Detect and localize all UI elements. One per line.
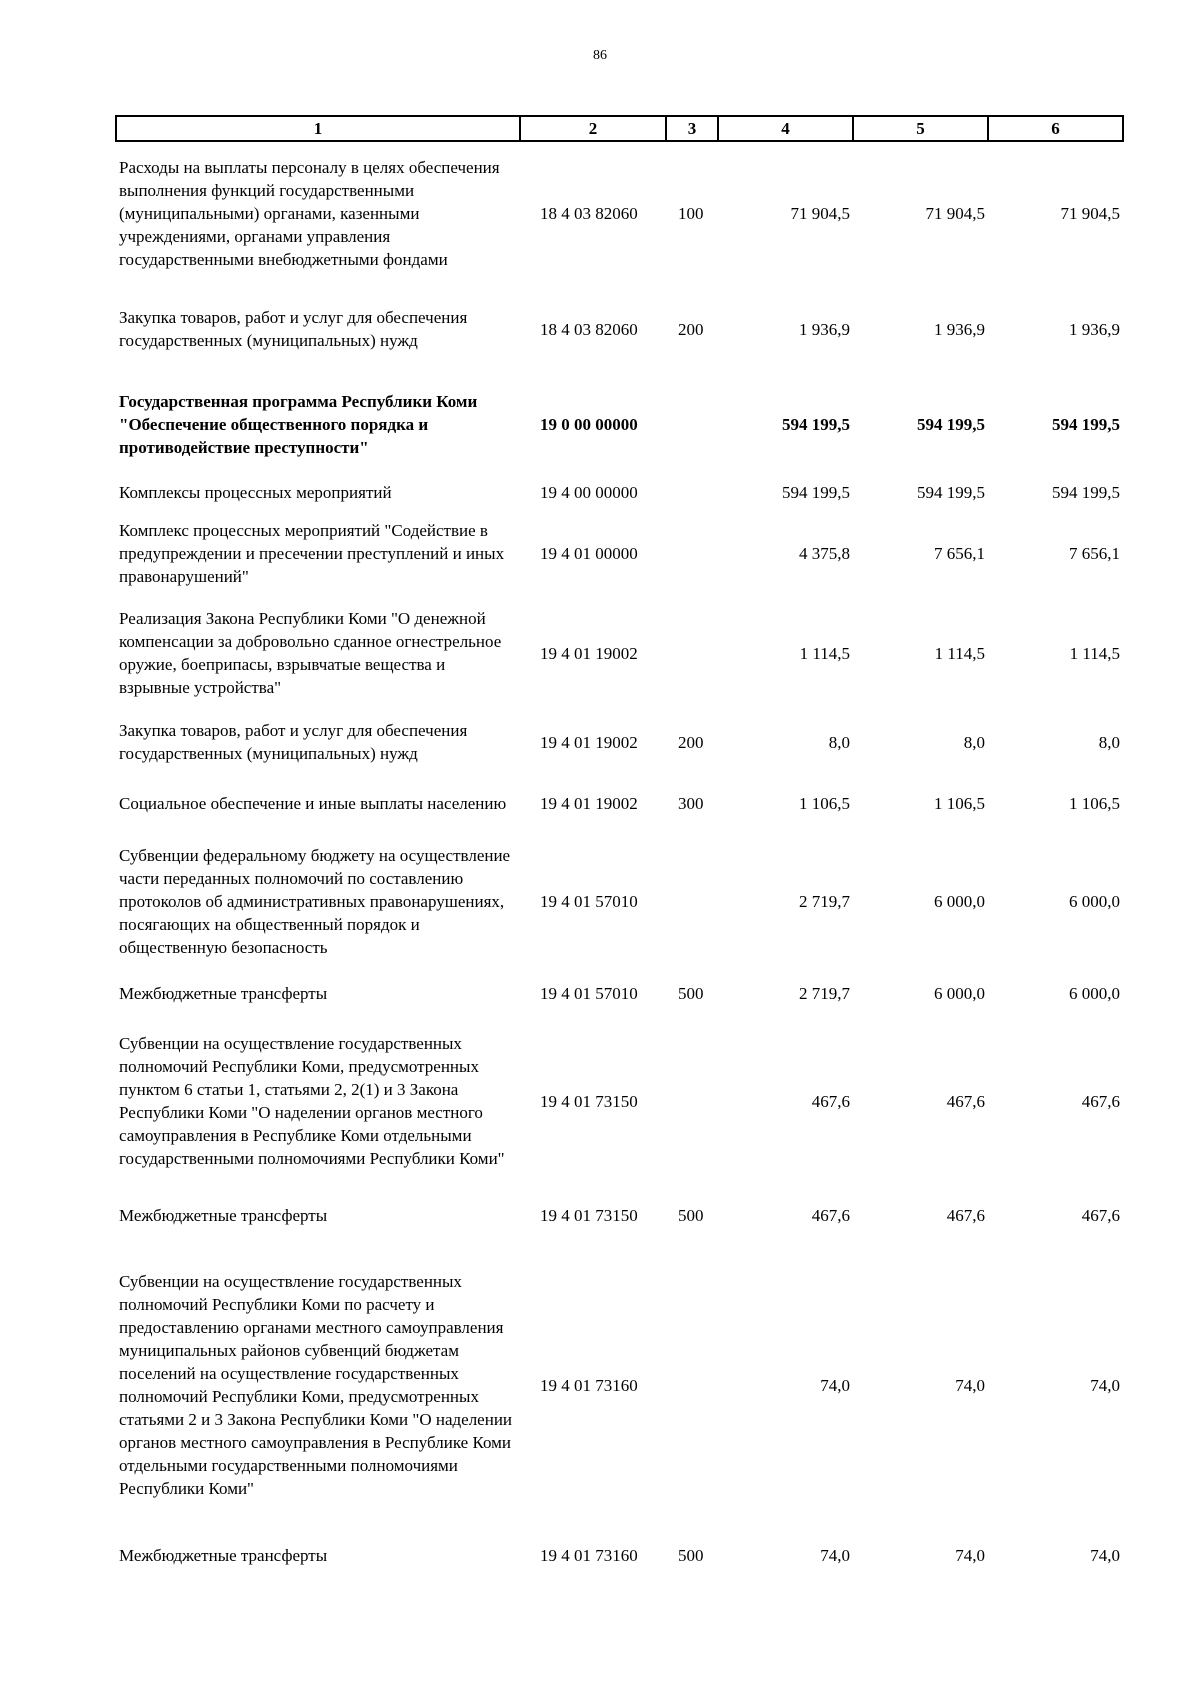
table-row [116,141,1123,285]
row-value-col6: 71 904,5 [1060,204,1120,223]
row-name: Субвенции федеральному бюджету на осуществление части переданных полномочий по составлению протоколов об административных правонарушениях, посягающих на общественный порядок и общественную безопасность [119,845,511,957]
row-value-col5: 8,0 [963,732,985,752]
row-name: Межбюджетные трансферты [119,1545,328,1565]
table-row [116,831,1123,971]
row-target-code: 18 4 03 82060 [540,204,638,223]
row-expense-type: 500 [678,1205,704,1225]
table-row [116,775,1123,831]
row-name: Межбюджетные трансферты [119,1205,328,1225]
row-value-col6: 467,6 [1081,1205,1120,1225]
table-row [116,1243,1123,1527]
row-name: Государственная программа Республики Коми "Обеспечение общественного порядка и противодействие преступности" [119,391,478,457]
row-expense-type [666,373,718,475]
table-row [116,509,1123,597]
row-value-col5: 1 114,5 [934,643,985,663]
table-header [116,116,1123,141]
header-col-4: 4 [718,116,853,141]
row-value-col6: 594 199,5 [1052,414,1120,434]
row-value-col5: 74,0 [955,1545,985,1565]
row-name: Реализация Закона Республики Коми "О денежной компенсации за добровольно сданное огнестрельное оружие, боеприпасы, взрывчатые вещества и взрывные устройства" [119,609,502,697]
row-expense-type: 500 [678,1545,704,1565]
row-value-col6: 1 106,5 [1069,793,1120,813]
row-target-code: 19 4 01 73160 [540,1545,638,1565]
table-body [116,141,1123,1583]
row-expense-type: 100 [678,204,704,223]
header-col-2: 2 [520,116,666,141]
table-row [116,475,1123,509]
row-name: Закупка товаров, работ и услуг для обеспечения государственных (муниципальных) нужд [119,308,468,350]
row-value-col5: 594 199,5 [917,414,985,434]
row-target-code: 19 4 00 00000 [540,482,638,502]
row-value-col5: 1 106,5 [934,793,985,813]
row-name: Комплекс процессных мероприятий "Содействие в предупреждении и пресечении преступлений и иных правонарушений" [119,520,505,586]
row-target-code: 19 4 01 19002 [540,793,638,813]
row-value-col6: 1 114,5 [1069,643,1120,663]
row-value-col5: 6 000,0 [934,983,985,1003]
row-value-col6: 1 936,9 [1069,319,1120,339]
row-expense-type: 300 [678,793,704,813]
row-value-col5: 7 656,1 [934,543,985,563]
row-name: Социальное обеспечение и иные выплаты населению [119,793,507,813]
budget-table [115,115,1124,1583]
row-value-col4: 467,6 [811,1091,850,1111]
row-value-col4: 1 114,5 [799,643,850,663]
row-expense-type [666,509,718,597]
row-target-code: 19 4 01 19002 [540,643,638,663]
row-name: Закупка товаров, работ и услуг для обеспечения государственных (муниципальных) нужд [119,721,468,763]
row-value-col6: 467,6 [1081,1091,1120,1111]
row-expense-type: 200 [678,319,704,339]
header-row [116,116,1123,141]
row-value-col5: 71 904,5 [925,204,985,223]
row-name: Межбюджетные трансферты [119,983,328,1003]
table-row [116,971,1123,1015]
table-row [116,597,1123,709]
row-value-col4: 594 199,5 [782,482,850,502]
row-value-col5: 74,0 [955,1375,985,1395]
row-target-code: 19 4 01 57010 [540,891,638,911]
row-value-col5: 6 000,0 [934,891,985,911]
row-target-code: 19 4 01 73160 [540,1375,638,1395]
row-target-code: 19 4 01 00000 [540,543,638,563]
row-value-col6: 7 656,1 [1069,543,1120,563]
row-value-col4: 2 719,7 [799,891,850,911]
row-value-col5: 1 936,9 [934,319,985,339]
row-value-col4: 594 199,5 [782,414,850,434]
row-expense-type [666,831,718,971]
row-expense-type [666,597,718,709]
row-value-col5: 467,6 [946,1091,985,1111]
row-value-col4: 1 936,9 [799,319,850,339]
row-target-code: 19 4 01 73150 [540,1091,638,1111]
row-value-col4: 74,0 [820,1375,850,1395]
row-target-code: 19 0 00 00000 [540,414,638,434]
row-value-col5: 594 199,5 [917,482,985,502]
row-name: Субвенции на осуществление государственных полномочий Республики Коми по расчету и предоставлению органами местного самоуправления муниципальных районов субвенций бюджетам поселений на осуществление государственных полномочий Республики Коми, предусмотренных статьями 2 и 3 Закона Республики Коми "О наделении органов местного самоуправления в Республике Коми отдельными государственными полномочиями Республики Коми" [119,1272,513,1498]
row-target-code: 19 4 01 73150 [540,1205,638,1225]
table-row [116,1187,1123,1243]
page-number: 86 [593,48,607,63]
table-row [116,709,1123,775]
header-col-1: 1 [116,116,520,141]
row-value-col4: 467,6 [811,1205,850,1225]
row-value-col5: 467,6 [946,1205,985,1225]
row-value-col4: 2 719,7 [799,983,850,1003]
table-row [116,373,1123,475]
row-value-col6: 8,0 [1098,732,1120,752]
header-col-6: 6 [988,116,1123,141]
table-row [116,1527,1123,1583]
row-value-col6: 6 000,0 [1069,891,1120,911]
row-value-col4: 1 106,5 [799,793,850,813]
row-value-col4: 74,0 [820,1545,850,1565]
row-value-col6: 6 000,0 [1069,983,1120,1003]
table-row [116,285,1123,373]
table-row [116,1015,1123,1187]
row-value-col6: 74,0 [1090,1375,1120,1395]
row-target-code: 19 4 01 19002 [540,732,638,752]
row-expense-type: 500 [678,983,704,1003]
row-expense-type: 200 [678,732,704,752]
row-value-col4: 4 375,8 [799,543,850,563]
row-name: Расходы на выплаты персоналу в целях обеспечения выполнения функций государственными (муниципальными) органами, казенными учреждениями, органами управления государственными внебюджетными фондами [119,158,500,269]
row-expense-type [666,1243,718,1527]
row-expense-type [666,475,718,509]
row-value-col4: 8,0 [828,732,850,752]
row-value-col6: 594 199,5 [1052,482,1120,502]
row-target-code: 19 4 01 57010 [540,983,638,1003]
header-col-5: 5 [853,116,988,141]
row-target-code: 18 4 03 82060 [540,319,638,339]
row-value-col4: 71 904,5 [790,204,850,223]
row-value-col6: 74,0 [1090,1545,1120,1565]
row-name: Субвенции на осуществление государственных полномочий Республики Коми, предусмотренных пунктом 6 статьи 1, статьями 2, 2(1) и 3 Закона Республики Коми "О наделении органов местного самоуправления в Республике Коми отдельными государственными полномочиями Республики Коми" [119,1034,505,1168]
row-expense-type [666,1015,718,1187]
header-col-3: 3 [666,116,718,141]
row-name: Комплексы процессных мероприятий [119,482,392,502]
